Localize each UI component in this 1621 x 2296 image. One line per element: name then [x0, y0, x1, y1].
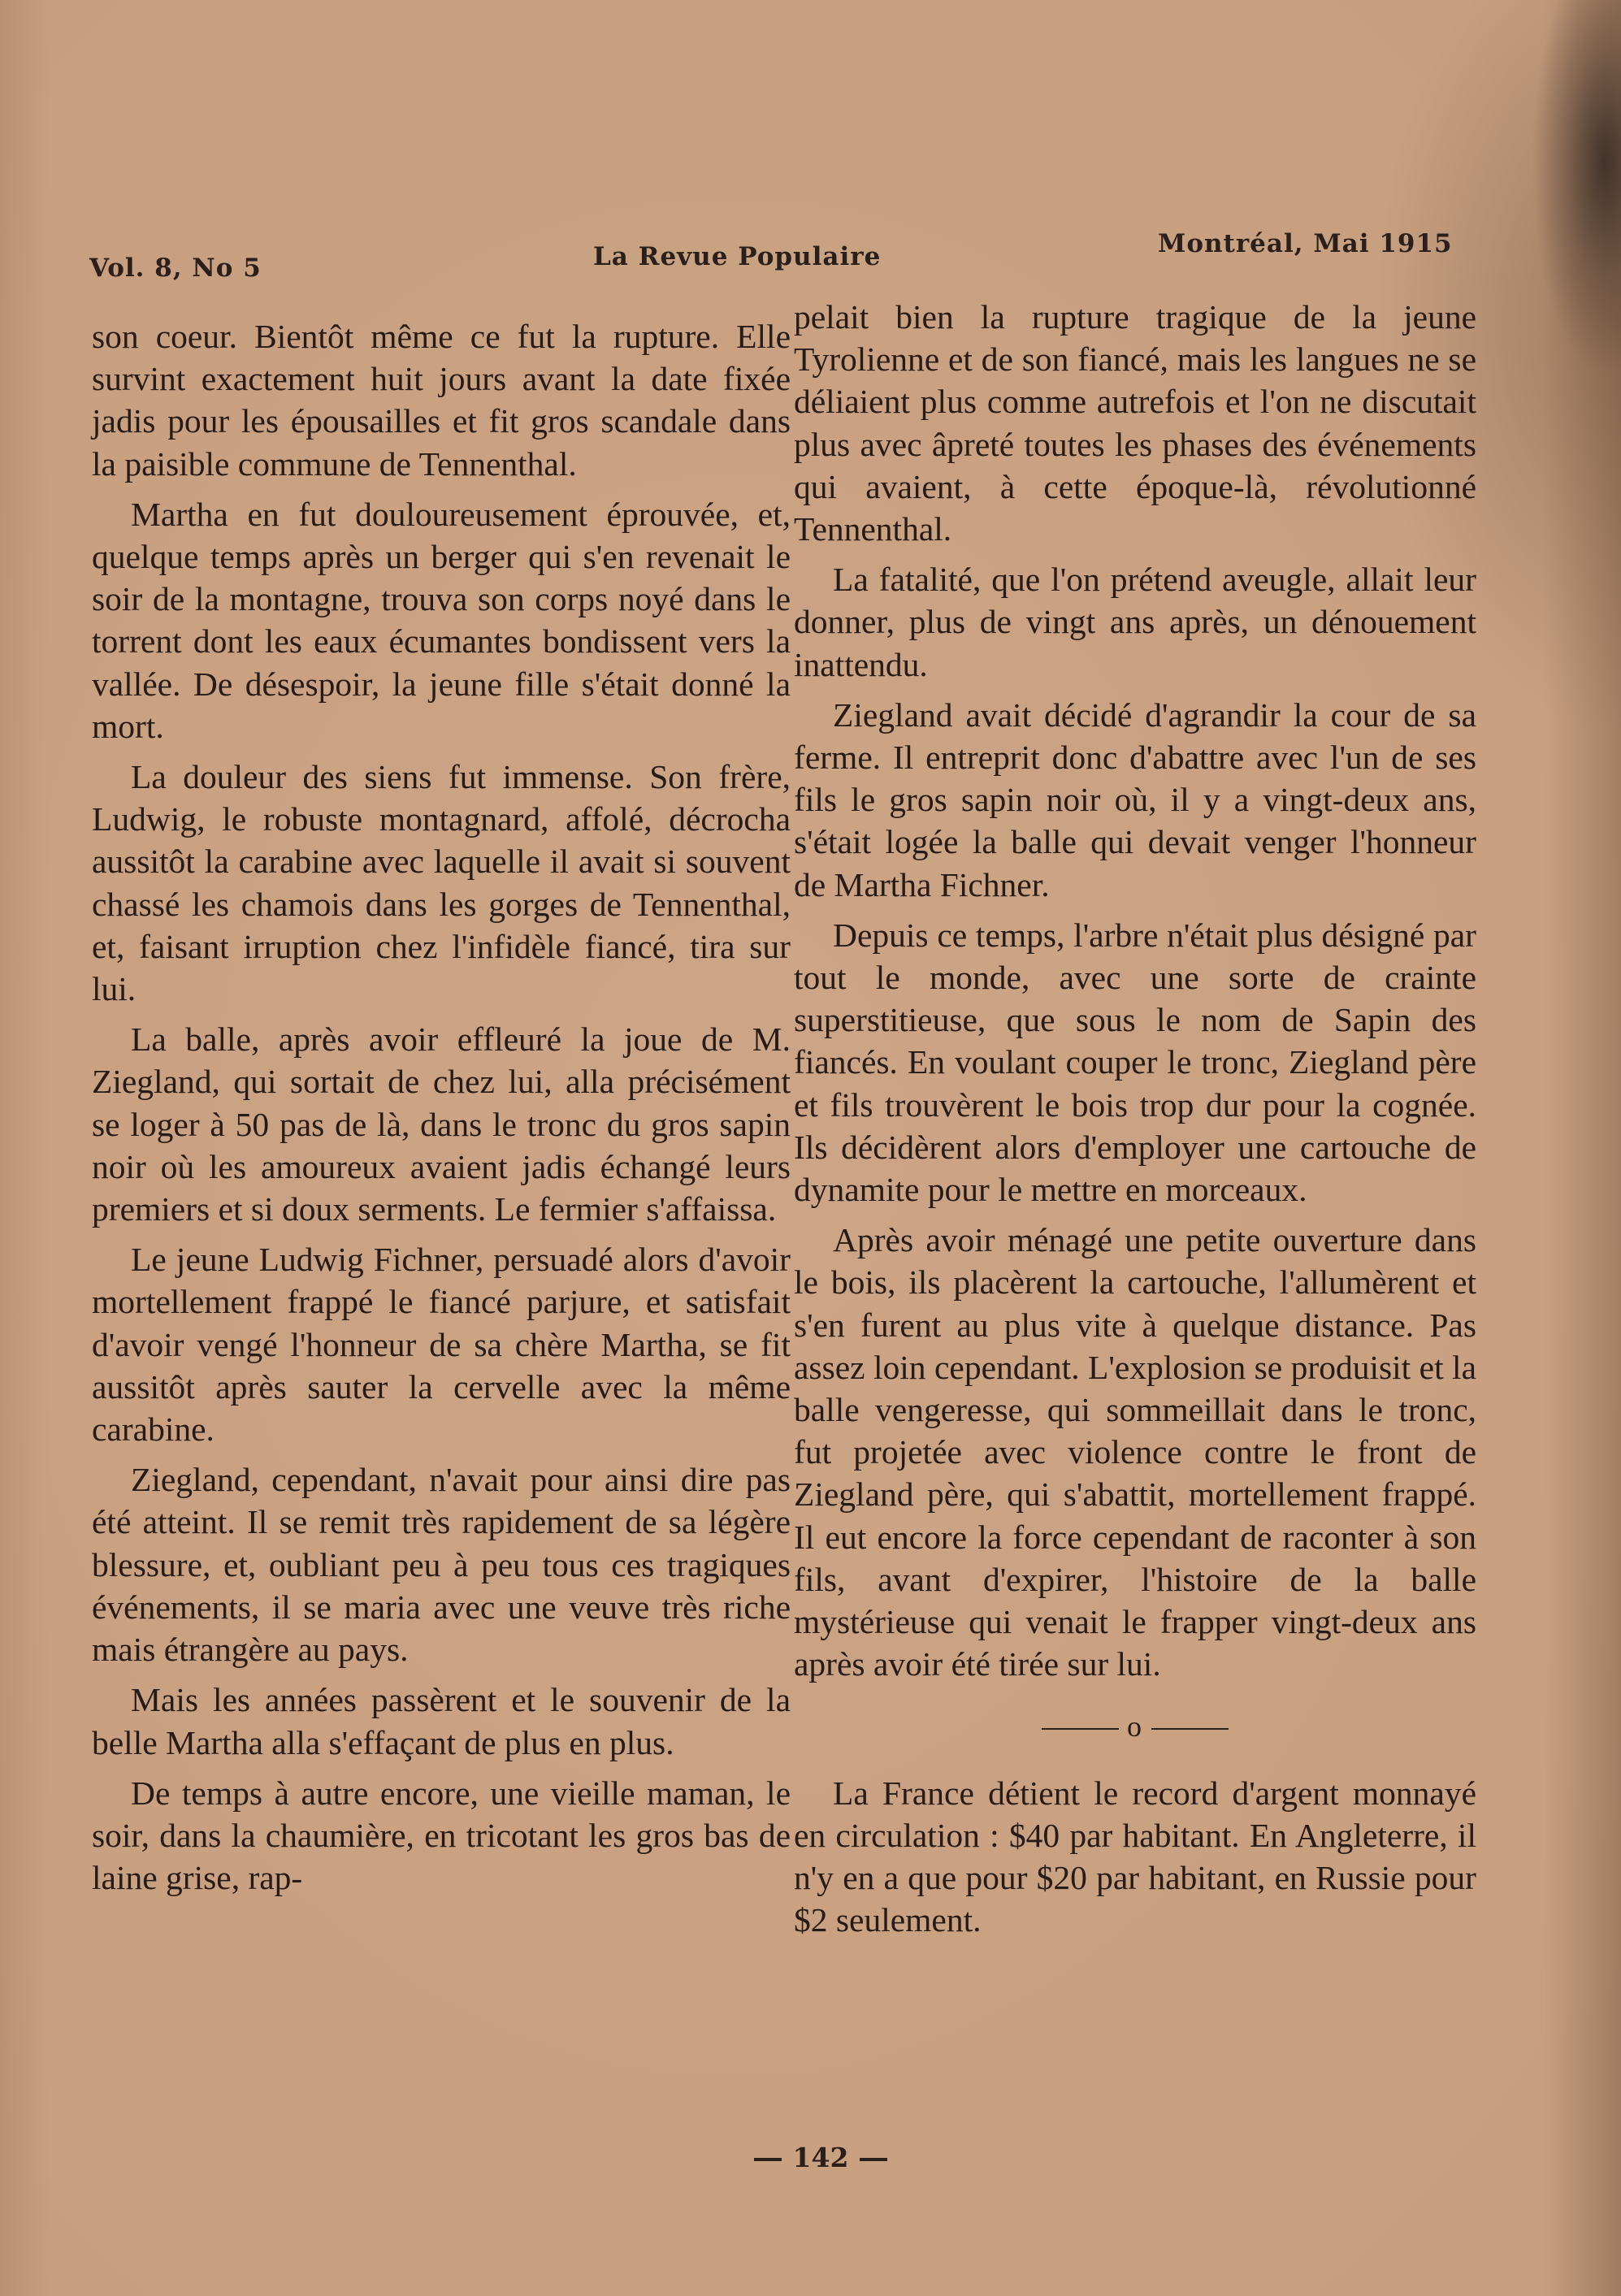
paragraph: son coeur. Bientôt même ce fut la rupture. Elle survint exactement huit jours avant la date fixée jadis pour les épousailles et fit gros scandale dans la paisible commune de Tennenthal.: [92, 318, 791, 483]
publication-title: La Revue Populaire: [593, 242, 882, 271]
volume-number: Vol. 8, No 5: [89, 253, 262, 283]
paragraph: Après avoir ménagé une petite ouverture dans le bois, ils placèrent la cartouche, l'allumèrent et s'en furent au plus vite à quelque distance. Pas assez loin cependant. L'explosion se produisit et la balle vengeresse, qui sommeillait dans le tronc, fut projetée avec violence contre le front de Ziegland père, qui s'abattit, mortellement frappé. Il eut encore la force cependant de raconter à son fils, avant d'expirer, l'histoire de la balle mystérieuse qui venait le frapper vingt-deux ans après avoir été tirée sur lui.: [794, 1221, 1476, 1683]
left-column: [92, 315, 791, 1899]
separator-rule: [1042, 1728, 1119, 1730]
paragraph: De temps à autre encore, une vieille maman, le soir, dans la chaumière, en tricotant les gros bas de laine grise, rap-: [92, 1774, 791, 1897]
paragraph: La douleur des siens fut immense. Son frère, Ludwig, le robuste montagnard, affolé, décrocha aussitôt la carabine avec laquelle il avait si souvent chassé les chamois dans les gorges de Tennenthal, et, faisant irruption chez l'infidèle fiancé, tira sur lui.: [92, 758, 791, 1008]
paragraph: Le jeune Ludwig Fichner, persuadé alors d'avoir mortellement frappé le fiancé parjure, et satisfait d'avoir vengé l'honneur de sa chère Martha, se fit aussitôt après sauter la cervelle avec la même carabine.: [92, 1241, 791, 1449]
separator-rule: [1151, 1728, 1229, 1730]
page-number: 142: [792, 2142, 849, 2173]
footer-rule: [860, 2158, 887, 2161]
separator-mark: o: [1127, 1709, 1143, 1743]
section-separator: [794, 1710, 1476, 1743]
paragraph: Mais les années passèrent et le souvenir de la belle Martha alla s'effaçant de plus en plus.: [92, 1681, 791, 1761]
paragraph: Depuis ce temps, l'arbre n'était plus désigné par tout le monde, avec une sorte de crainte superstitieuse, que sous le nom de Sapin des fiancés. En voulant couper le tronc, Ziegland père et fils trouvèrent le bois trop dur pour la cognée. Ils décidèrent alors d'employer une cartouche de dynamite pour le mettre en morceaux.: [794, 916, 1476, 1209]
paragraph: pelait bien la rupture tragique de la jeune Tyrolienne et de son fiancé, mais les langues ne se déliaient plus comme autrefois et l'on ne discutait plus avec âpreté toutes les phases des événements qui avaient, à cette époque-là, révolutionné Tennenthal.: [794, 298, 1476, 548]
issue-date: Montréal, Mai 1915: [1158, 229, 1453, 258]
paragraph: La balle, après avoir effleuré la joue de M. Ziegland, qui sortait de chez lui, alla précisément se loger à 50 pas de là, dans le tronc du gros sapin noir où les amoureux avaient jadis échangé leurs premiers et si doux serments. Le fermier s'affaissa.: [92, 1020, 791, 1228]
right-column: [794, 296, 1476, 1941]
paragraph: Ziegland avait décidé d'agrandir la cour de sa ferme. Il entreprit donc d'abattre avec l'un de ses fils le gros sapin noir où, il y a vingt-deux ans, s'était logée la balle qui devait venger l'honneur de Martha Fichner.: [794, 695, 1476, 903]
paragraph: Ziegland, cependant, n'avait pour ainsi dire pas été atteint. Il se remit très rapidement de sa légère blessure, et, oubliant peu à peu tous ces tragiques événements, il se maria avec une veuve très riche mais étrangère au pays.: [92, 1461, 791, 1669]
news-note: La France détient le record d'argent monnayé en circulation : $40 par habitant. En Angleterre, il n'y en a que pour $20 par habitant, en Russie pour $2 seulement.: [794, 1774, 1476, 1939]
paragraph: La fatalité, que l'on prétend aveugle, allait leur donner, plus de vingt ans après, un dénouement inattendu.: [794, 561, 1476, 683]
page-footer: [715, 2142, 926, 2173]
paragraph: Martha en fut douloureusement éprouvée, et, quelque temps après un berger qui s'en revenait le soir de la montagne, trouva son corps noyé dans le torrent dont les eaux écumantes bondissent vers la vallée. De désespoir, la jeune fille s'était donné la mort.: [92, 495, 791, 745]
page-header: [89, 229, 1454, 283]
footer-rule: [754, 2158, 782, 2161]
